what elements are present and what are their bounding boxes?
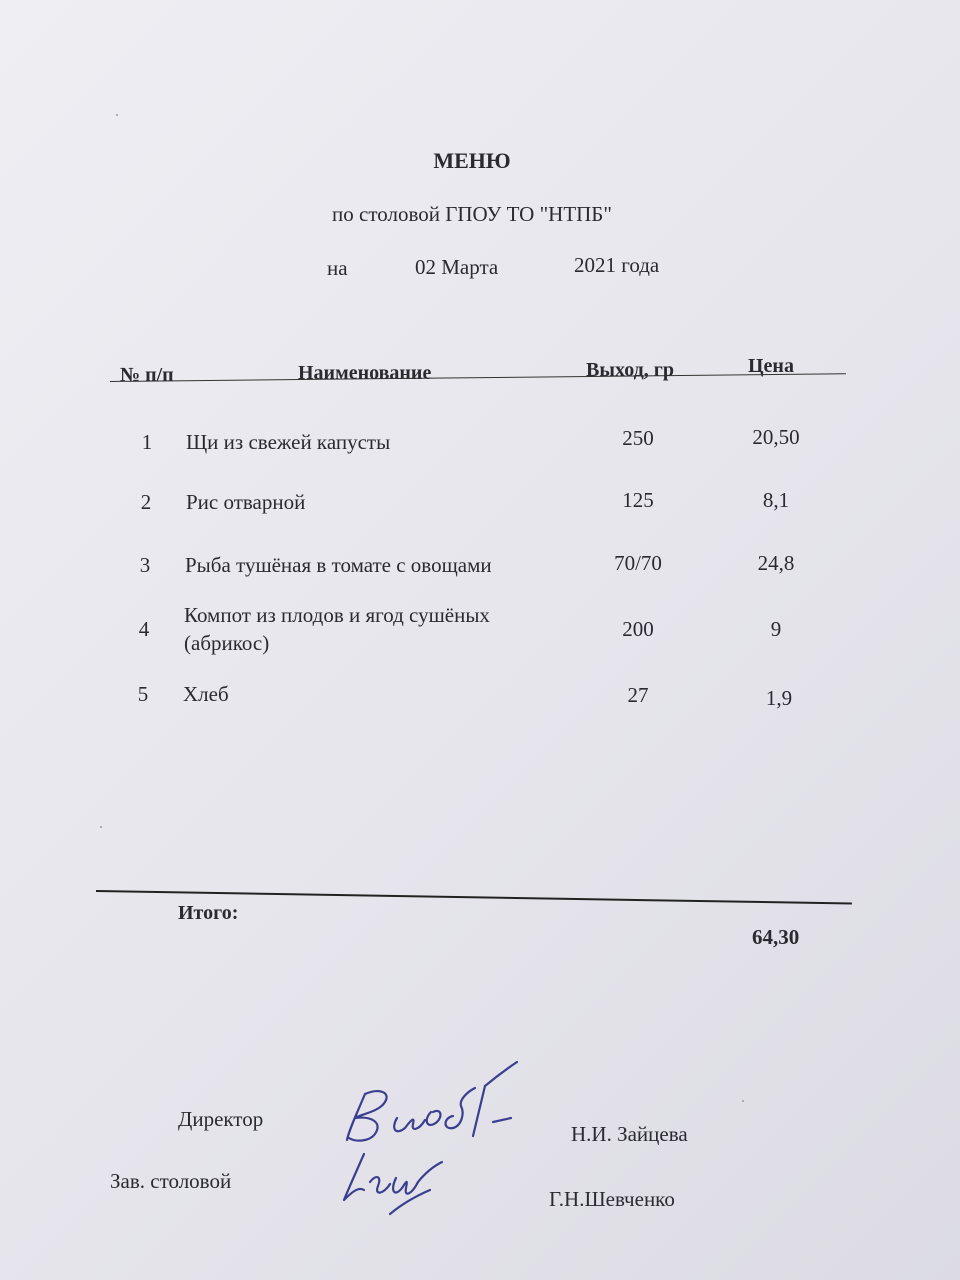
column-header-output: Выход, гр (586, 359, 674, 381)
paper-speck (742, 1100, 744, 1102)
row-name: Рис отварной (186, 490, 306, 514)
total-label: Итого: (178, 902, 239, 924)
row-number: 1 (141, 430, 153, 454)
column-header-price: Цена (748, 355, 794, 377)
column-header-number: № п/п (120, 364, 174, 386)
row-number: 3 (139, 553, 151, 577)
row-name: Рыба тушёная в томате с овощами (185, 553, 492, 577)
column-header-name: Наименование (298, 362, 432, 384)
row-output: 250 (622, 426, 654, 450)
director-signature-icon (335, 1058, 535, 1150)
date-prefix: на (327, 256, 348, 280)
row-output: 70/70 (614, 551, 662, 575)
header-divider (110, 373, 846, 382)
row-price: 9 (770, 617, 782, 641)
row-name: Хлеб (183, 682, 229, 706)
row-output: 200 (622, 617, 654, 641)
total-value: 64,30 (752, 925, 800, 949)
row-price: 1,9 (765, 686, 793, 710)
canteen-head-signature-icon (330, 1138, 460, 1220)
row-number: 2 (140, 490, 152, 514)
row-price: 20,50 (752, 425, 800, 449)
canteen-head-name: Г.Н.Шевченко (549, 1187, 675, 1211)
director-name: Н.И. Зайцева (571, 1122, 688, 1146)
row-price: 24,8 (757, 551, 795, 575)
page-title: МЕНЮ (433, 148, 511, 173)
row-price: 8,1 (762, 488, 790, 512)
canteen-head-title: Зав. столовой (110, 1169, 232, 1193)
row-number: 5 (137, 682, 149, 706)
row-output: 125 (622, 488, 654, 512)
date-year: 2021 года (574, 253, 660, 277)
paper-speck (116, 114, 118, 116)
paper-speck (100, 826, 102, 828)
row-number: 4 (138, 617, 150, 641)
row-name-line-2: (абрикос) (184, 631, 270, 655)
date-day: 02 Марта (415, 255, 499, 279)
page-subtitle: по столовой ГПОУ ТО "НТПБ" (332, 202, 612, 226)
row-output: 27 (627, 683, 649, 707)
director-title: Директор (178, 1107, 264, 1131)
row-name-line-1: Компот из плодов и ягод сушёных (184, 603, 490, 627)
row-name: Щи из свежей капусты (186, 430, 391, 454)
